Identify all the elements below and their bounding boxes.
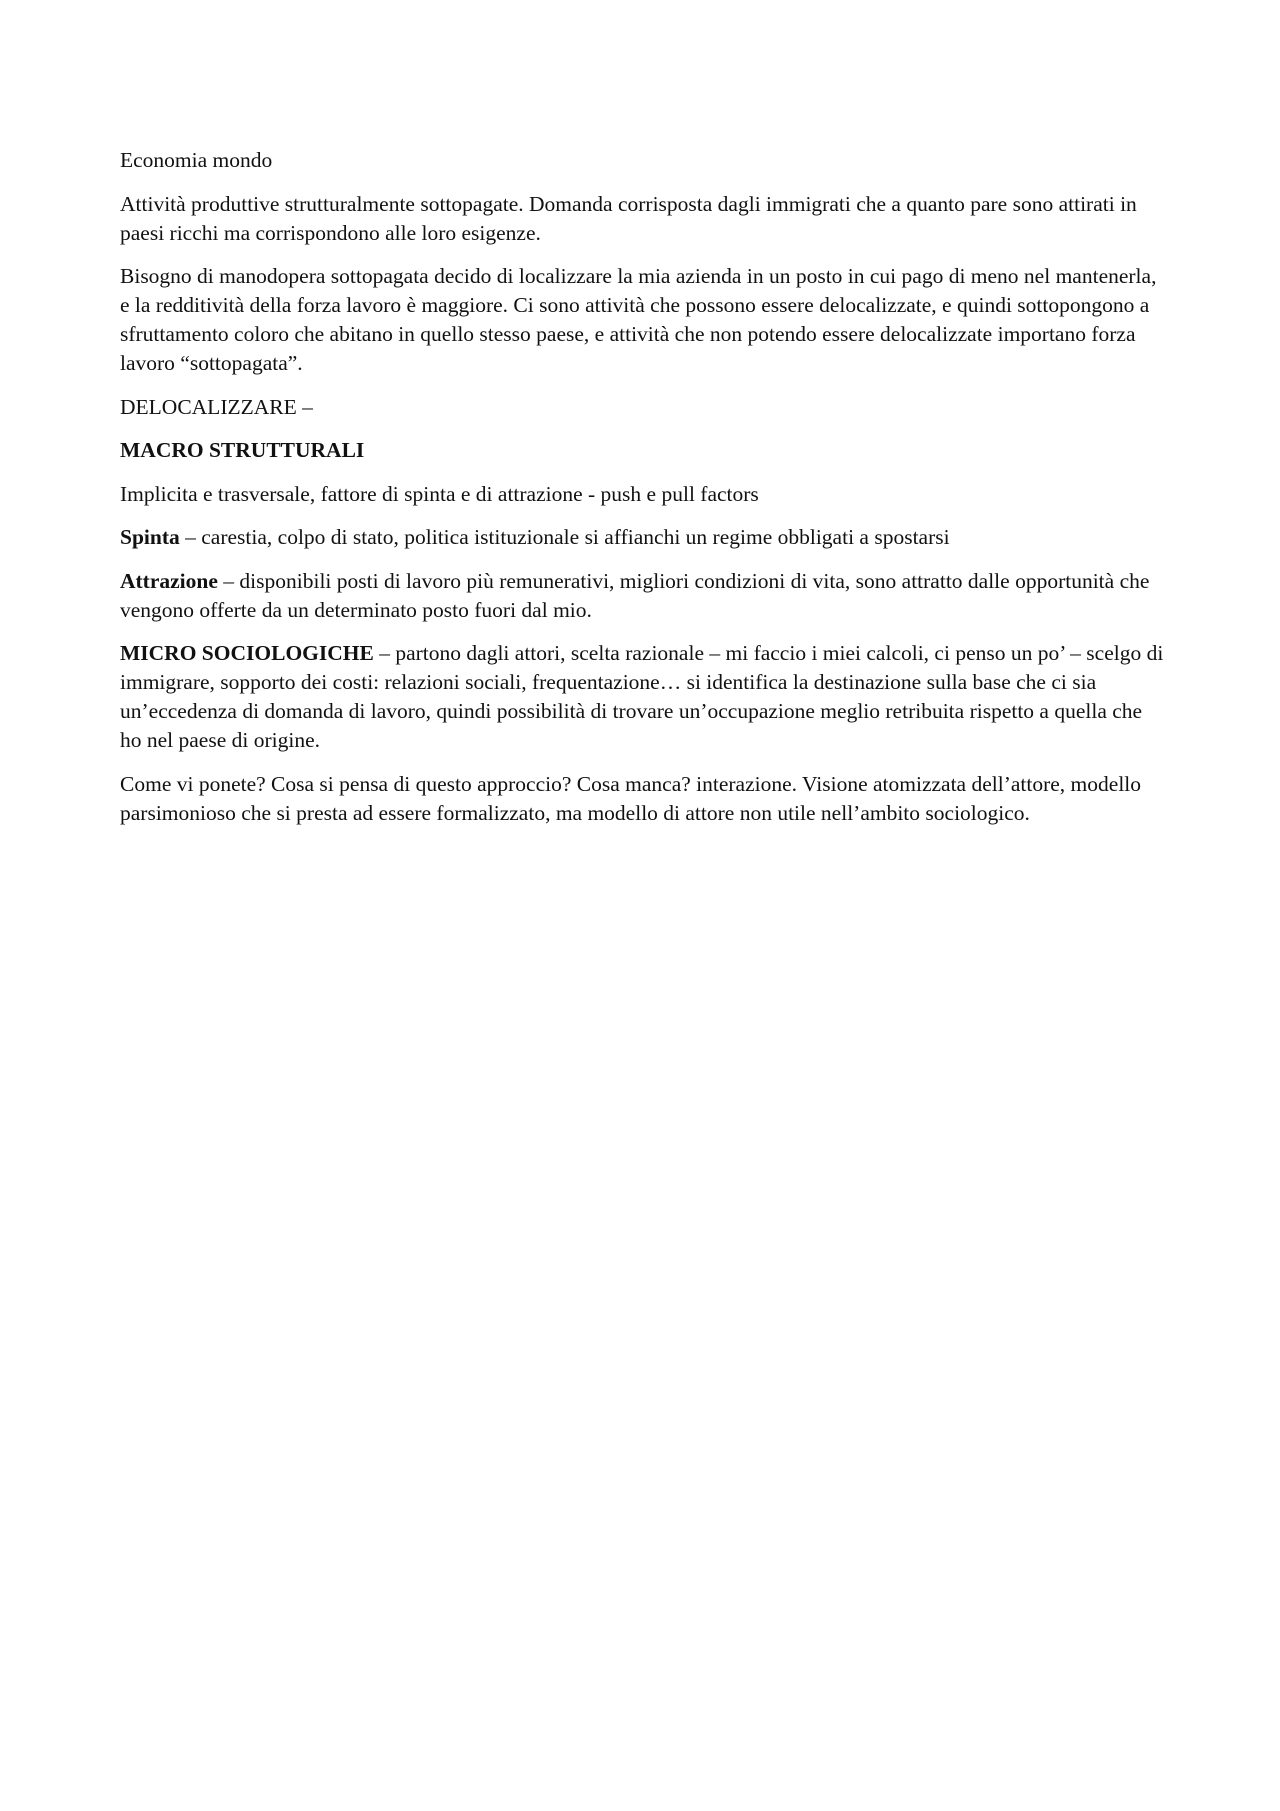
heading-macro-strutturali: [120, 436, 1165, 465]
paragraph-attivita: Attività produttive strutturalmente sottopagate. Domanda corrisposta dagli immigrati che a quanto pare sono attirati in paesi ricchi ma corrispondono alle loro esigenze.: [120, 191, 1137, 245]
paragraph-come-vi-ponete: Come vi ponete? Cosa si pensa di questo approccio? Cosa manca? interazione. Visione atomizzata dell’attore, modello parsimonioso che si presta ad essere formalizzato, ma modello di attore non utile nell’ambito sociologico.: [120, 771, 1142, 825]
document-body: [120, 146, 1165, 842]
document-title: Economia mondo: [120, 148, 273, 172]
paragraph-micro-sociologiche: [120, 639, 1165, 755]
paragraph-attrazione: [120, 567, 1165, 625]
paragraph-delocalizzare: DELOCALIZZARE –: [120, 394, 313, 419]
heading-macro-strutturali-text: MACRO STRUTTURALI: [120, 438, 365, 462]
paragraph-implicita: Implicita e trasversale, fattore di spinta e di attrazione - push e pull factors: [120, 481, 759, 506]
spinta-label: Spinta: [120, 525, 180, 549]
micro-label: MICRO SOCIOLOGICHE: [120, 641, 374, 665]
attrazione-text: – disponibili posti di lavoro più remunerativi, migliori condizioni di vita, sono attratto dalle opportunità che vengono offerte da un determinato posto fuori dal mio.: [120, 568, 1150, 622]
attrazione-label: Attrazione: [120, 568, 218, 593]
spinta-text: – carestia, colpo di stato, politica istituzionale si affianchi un regime obbligati a spostarsi: [179, 525, 950, 549]
paragraph-bisogno: Bisogno di manodopera sottopagata decido di localizzare la mia azienda in un posto in cui pago di meno nel mantenerla, e la redditività della forza lavoro è maggiore. Ci sono attività che possono essere delocalizzate, e quindi sottopongono a sfruttamento coloro che abitano in quello stesso paese, e attività che non potendo essere delocalizzate importano forza lavoro “sottopagata”.: [120, 264, 1157, 375]
paragraph-spinta: [120, 523, 1165, 552]
micro-text: – partono dagli attori, scelta razionale – mi faccio i miei calcoli, ci penso un po’ – scelgo di immigrare, sopporto dei costi: relazioni sociali, frequentazione… si identifica la destinazione sulla base che ci sia un’eccedenza di domanda di lavoro, quindi possibilità di trovare un’occupazione meglio retribuita rispetto a quella che ho nel paese di origine.: [120, 641, 1164, 752]
